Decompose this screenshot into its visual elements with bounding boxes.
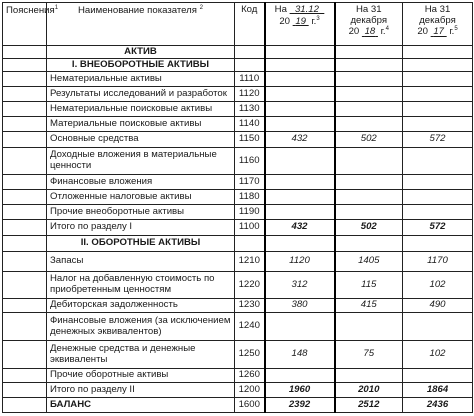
row-name: Основные средства (47, 132, 235, 148)
row-value-2 (335, 72, 403, 87)
period3-year-prefix: 20 (417, 26, 428, 38)
balance-value-3: 2436 (403, 398, 473, 413)
notes-cell (3, 398, 47, 413)
row-value-1 (265, 205, 335, 220)
row-value-3: 572 (403, 132, 473, 148)
row-code: 1170 (235, 175, 265, 190)
period2-footnote: 4 (385, 26, 389, 33)
period3-year-suffix: г. (449, 26, 455, 38)
total1-value-2: 502 (335, 220, 403, 236)
notes-cell (3, 190, 47, 205)
period1-year-value: 19 (295, 15, 306, 27)
row-value-2 (335, 175, 403, 190)
row-value-3 (403, 87, 473, 102)
total1-row (3, 220, 473, 236)
row-code: 1140 (235, 117, 265, 132)
total2-row (3, 383, 473, 398)
total1-name: Итого по разделу I (47, 220, 235, 236)
name-header-label: Наименование показателя (78, 5, 197, 17)
row-value-3: 490 (403, 299, 473, 313)
row-value-2: 1405 (335, 252, 403, 272)
notes-cell (3, 313, 47, 341)
row-value-2 (335, 102, 403, 117)
notes-header-footnote: 1 (54, 5, 59, 11)
period2-prefix: На 31 декабря (350, 4, 388, 26)
row-value-2 (335, 205, 403, 220)
table-row (3, 272, 473, 299)
row-value-1: 380 (265, 299, 335, 313)
row-code: 1180 (235, 190, 265, 205)
row-value-2 (335, 117, 403, 132)
table-row (3, 369, 473, 383)
row-code: 1130 (235, 102, 265, 117)
row-code: 1110 (235, 72, 265, 87)
row-value-3: 1170 (403, 252, 473, 272)
total1-code: 1100 (235, 220, 265, 236)
section2-body (3, 252, 473, 383)
row-name: Финансовые вложения (за исключением денежных эквивалентов) (47, 313, 235, 341)
notes-cell (3, 117, 47, 132)
table-row (3, 252, 473, 272)
balance-value-2: 2512 (335, 398, 403, 413)
row-value-3: 102 (403, 341, 473, 369)
balance-name: БАЛАНС (47, 398, 235, 413)
notes-cell (3, 383, 47, 398)
notes-cell (3, 72, 47, 87)
name-header-footnote: 2 (199, 5, 203, 11)
section2-title-row (3, 236, 473, 252)
row-value-1: 312 (265, 272, 335, 299)
period1-date-value: 31.12 (294, 4, 319, 15)
notes-cell (3, 369, 47, 383)
row-name: Запасы (47, 252, 235, 272)
row-value-2 (335, 313, 403, 341)
notes-cell (3, 205, 47, 220)
notes-cell (3, 59, 47, 72)
total2-value-3: 1864 (403, 383, 473, 398)
row-value-3 (403, 102, 473, 117)
table-row (3, 148, 473, 175)
row-value-2: 502 (335, 132, 403, 148)
section1-body (3, 72, 473, 220)
row-code: 1160 (235, 148, 265, 175)
balance-sheet-table (2, 2, 473, 413)
notes-header-label: Пояснения (6, 5, 55, 17)
notes-cell (3, 272, 47, 299)
header-row (3, 3, 473, 46)
asset-title-row (3, 46, 473, 59)
row-value-3 (403, 369, 473, 383)
code-column-header (235, 3, 265, 46)
row-value-2: 75 (335, 341, 403, 369)
row-value-1 (265, 369, 335, 383)
code-cell (235, 46, 265, 59)
period3-column-header (403, 3, 473, 46)
row-value-2: 115 (335, 272, 403, 299)
row-value-1: 148 (265, 341, 335, 369)
row-name: Доходные вложения в материальные ценности (47, 148, 235, 175)
balance-row (3, 398, 473, 413)
notes-cell (3, 102, 47, 117)
period2-year-prefix: 20 (348, 26, 360, 38)
total1-value-3: 572 (403, 220, 473, 236)
row-value-3 (403, 72, 473, 87)
table-row (3, 72, 473, 87)
section2-title: II. ОБОРОТНЫЕ АКТИВЫ (47, 236, 235, 252)
period2-year-value: 18 (364, 26, 376, 38)
period2-column-header (335, 3, 403, 46)
row-code: 1210 (235, 252, 265, 272)
row-code: 1230 (235, 299, 265, 313)
row-value-1: 432 (265, 132, 335, 148)
row-value-3 (403, 205, 473, 220)
row-name: Финансовые вложения (47, 175, 235, 190)
code-cell (235, 59, 265, 72)
notes-cell (3, 220, 47, 236)
notes-cell (3, 148, 47, 175)
row-name: Прочие внеоборотные активы (47, 205, 235, 220)
section1-title: I. ВНЕОБОРОТНЫЕ АКТИВЫ (47, 59, 235, 72)
code-header-label: Код (241, 4, 258, 15)
row-code: 1220 (235, 272, 265, 299)
notes-column-header (3, 3, 59, 46)
row-name: Нематериальные поисковые активы (47, 102, 235, 117)
period3-year-value: 17 (433, 26, 444, 38)
total2-name: Итого по разделу II (47, 383, 235, 398)
notes-cell (3, 46, 47, 59)
period3-year (431, 27, 447, 38)
period3-prefix: На 31 декабря (419, 4, 456, 26)
row-code: 1150 (235, 132, 265, 148)
row-value-2 (335, 190, 403, 205)
row-value-2 (335, 148, 403, 175)
notes-cell (3, 87, 47, 102)
total1-value-1: 432 (265, 220, 335, 236)
row-code: 1120 (235, 87, 265, 102)
balance-code: 1600 (235, 398, 265, 413)
balance-value-1: 2392 (265, 398, 335, 413)
row-value-1 (265, 117, 335, 132)
row-value-1 (265, 313, 335, 341)
name-column-header (47, 3, 235, 46)
value-cell (403, 59, 473, 72)
value-cell (403, 236, 473, 252)
row-value-1 (265, 102, 335, 117)
table-row (3, 313, 473, 341)
value-cell (265, 236, 335, 252)
table-row (3, 102, 473, 117)
row-value-3: 102 (403, 272, 473, 299)
row-value-1: 1120 (265, 252, 335, 272)
table-row (3, 341, 473, 369)
period3-footnote: 5 (454, 26, 458, 33)
row-value-2 (335, 369, 403, 383)
value-cell (335, 46, 403, 59)
notes-cell (3, 175, 47, 190)
table-row (3, 205, 473, 220)
notes-cell (3, 236, 47, 252)
code-cell (235, 236, 265, 252)
notes-cell (3, 341, 47, 369)
total2-value-2: 2010 (335, 383, 403, 398)
section1-title-row (3, 59, 473, 72)
row-value-1 (265, 87, 335, 102)
row-value-1 (265, 148, 335, 175)
notes-cell (3, 132, 47, 148)
table-row (3, 87, 473, 102)
row-value-3 (403, 190, 473, 205)
row-name: Денежные средства и денежные эквиваленты (47, 341, 235, 369)
row-value-1 (265, 72, 335, 87)
value-cell (265, 59, 335, 72)
notes-cell (3, 299, 47, 313)
period1-footnote: 3 (316, 15, 320, 22)
period2-year-suffix: г. (380, 26, 386, 38)
row-code: 1190 (235, 205, 265, 220)
total2-value-1: 1960 (265, 383, 335, 398)
row-name: Отложенные налоговые активы (47, 190, 235, 205)
table-row (3, 117, 473, 132)
value-cell (265, 46, 335, 59)
row-name: Нематериальные активы (47, 72, 235, 87)
period1-prefix: На (274, 4, 287, 15)
period1-date (290, 4, 325, 15)
row-value-3 (403, 175, 473, 190)
table-row (3, 175, 473, 190)
value-cell (335, 59, 403, 72)
notes-cell (3, 252, 47, 272)
row-value-2: 415 (335, 299, 403, 313)
period1-year-suffix: г. (311, 15, 317, 27)
row-code: 1240 (235, 313, 265, 341)
row-name: Налог на добавленную стоимость по приобретенным ценностям (47, 272, 235, 299)
total2-code: 1200 (235, 383, 265, 398)
table-row (3, 132, 473, 148)
period1-year (293, 16, 309, 27)
value-cell (335, 236, 403, 252)
row-value-3 (403, 117, 473, 132)
row-name: Прочие оборотные активы (47, 369, 235, 383)
row-code: 1250 (235, 341, 265, 369)
row-name: Результаты исследований и разработок (47, 87, 235, 102)
period1-column-header (265, 3, 335, 46)
period1-year-prefix: 20 (279, 15, 290, 27)
value-cell (403, 46, 473, 59)
table-row (3, 299, 473, 313)
row-value-3 (403, 148, 473, 175)
row-value-1 (265, 190, 335, 205)
row-name: Материальные поисковые активы (47, 117, 235, 132)
row-code: 1260 (235, 369, 265, 383)
row-value-2 (335, 87, 403, 102)
table-row (3, 190, 473, 205)
period2-year (362, 27, 378, 38)
row-name: Дебиторская задолженность (47, 299, 235, 313)
row-value-1 (265, 175, 335, 190)
asset-title: АКТИВ (47, 46, 235, 59)
row-value-3 (403, 313, 473, 341)
